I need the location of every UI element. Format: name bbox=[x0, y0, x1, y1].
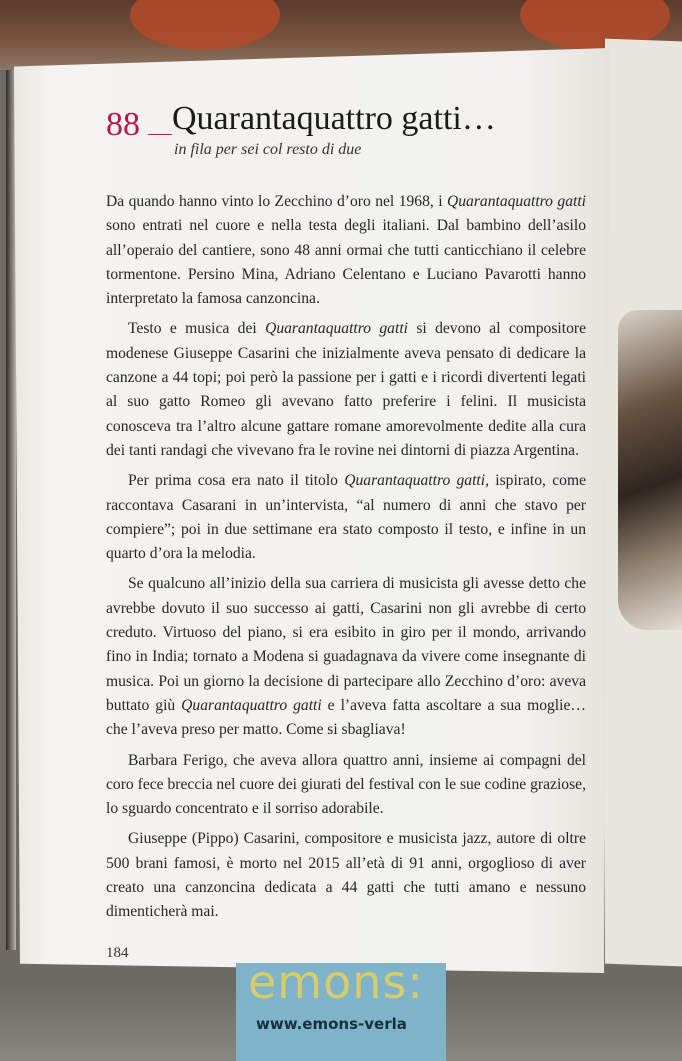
text-run: Da quando hanno vinto lo Zecchino d’oro nel 1968, i bbox=[106, 193, 447, 210]
text-run: si devono al compositore modenese Giuseppe Casarini che inizialmente aveva pensato di dedicare la canzone a 44 topi; poi però la passione per i gatti e i ricordi divertenti legati al suo gatto Romeo gli avevano fatto preferire i felini. Il musicista conosceva tra l’altro alcune gattare romane amorevolmente dedite alla cura dei tanti randagi che vivevano fra le rovine nei dintorni di piazza Argentina. bbox=[106, 320, 586, 459]
text-run: e l’aveva fatta ascoltare a sua moglie… che l’aveva preso per matto. Come si sbagliava! bbox=[106, 696, 586, 739]
chapter-title: Quarantaquattro gatti… bbox=[172, 100, 496, 137]
italic-title: Quarantaquattro gatti bbox=[446, 193, 586, 210]
body-text bbox=[106, 190, 586, 925]
page-number: 184 bbox=[106, 945, 129, 961]
bookmark bbox=[236, 963, 446, 1061]
chapter-number: 88 bbox=[106, 106, 140, 143]
text-run: Testo e musica dei bbox=[128, 320, 266, 338]
paragraph bbox=[106, 317, 586, 463]
text-run: , ispirato, come raccontava Casarani in un’intervista, “al numero di anni che stavo per compiere”; poi in due settimane era stato composto il testo, e infine in un quarto d’ora la melodia. bbox=[106, 472, 586, 563]
facing-page-photo bbox=[618, 310, 682, 630]
italic-title: Quarantaquattro gatti bbox=[265, 320, 408, 338]
chapter-rule bbox=[148, 134, 172, 135]
bookmark-url: www.emons-verla bbox=[256, 1015, 407, 1033]
book-spine bbox=[6, 70, 16, 950]
paragraph bbox=[106, 190, 586, 311]
paragraph bbox=[106, 572, 586, 742]
paragraph bbox=[106, 827, 586, 924]
text-run: Giuseppe (Pippo) Casarini, compositore e musicista jazz, autore di oltre 500 brani famosi, è morto nel 2015 all’età di 91 anni, orgoglioso di aver creato una canzoncina dedicata a 44 gatti che tutti amano e nessuno dimenticherà mai. bbox=[106, 830, 586, 921]
italic-title: Quarantaquattro gatti bbox=[344, 472, 486, 490]
text-run: sono entrati nel cuore e nella testa degli italiani. Dal bambino dell’asilo all’operaio del cantiere, sono 48 anni ormai che tutti canticchiano il celebre tormentone. Persino Mina, Adriano Celentano e Luciano Pavarotti hanno interpretato la famosa canzoncina. bbox=[106, 217, 586, 308]
paragraph bbox=[106, 469, 586, 566]
italic-title: Quarantaquattro gatti bbox=[181, 696, 322, 714]
paragraph bbox=[106, 749, 586, 822]
chapter-subtitle: in fila per sei col resto di due bbox=[174, 141, 362, 158]
text-run: Se qualcuno all’inizio della sua carriera di musicista gli avesse detto che avrebbe dovuto il suo successo ai gatti, Casarini non gli avrebbe di certo creduto. Virtuoso del piano, si era esibito in giro per il mondo, arrivando fino in India; tornato a Modena si guadagnava da vivere come insegnante di musica. Poi un giorno la decisione di partecipare allo Zecchino d’oro: aveva buttato giù bbox=[106, 575, 586, 714]
text-run: Per prima cosa era nato il titolo bbox=[128, 472, 345, 490]
text-run: Barbara Ferigo, che aveva allora quattro anni, insieme ai compagni del coro fece breccia nel cuore dei giurati del festival con le sue codine graziose, lo sguardo concentrato e il sorriso adorabile. bbox=[106, 751, 586, 818]
bookmark-logo: emons: bbox=[248, 963, 424, 1009]
